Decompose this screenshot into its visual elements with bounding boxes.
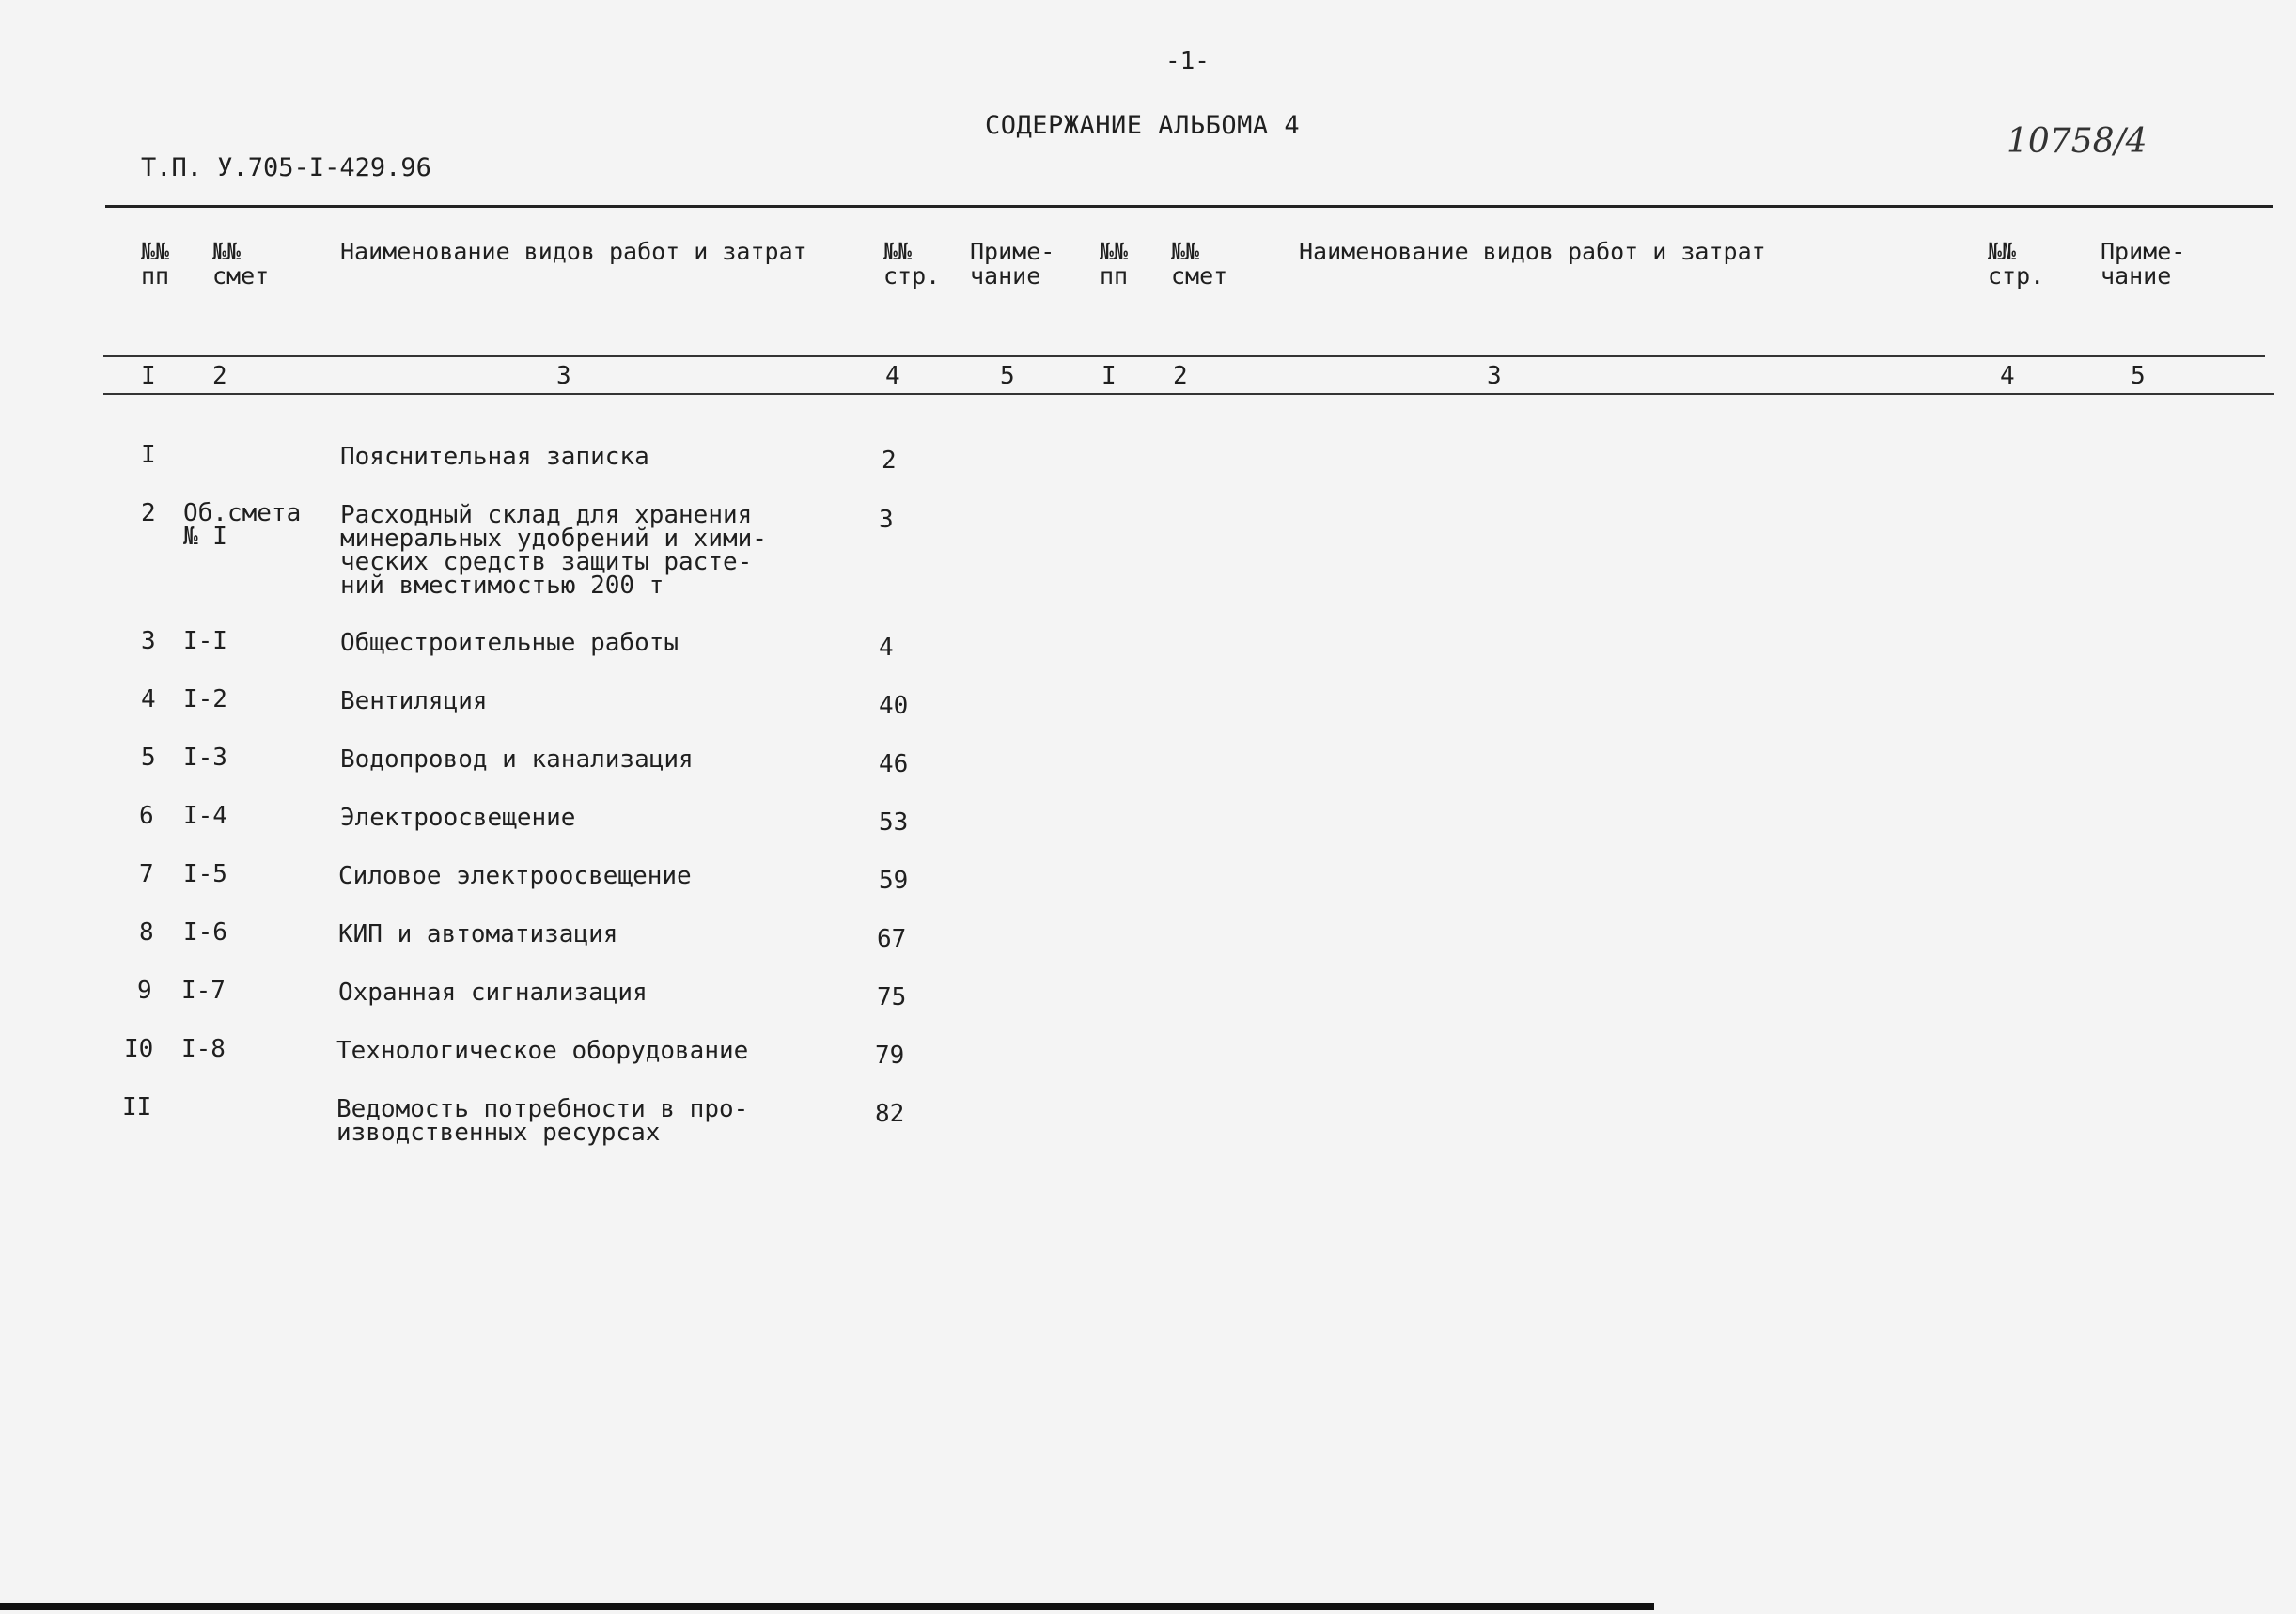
row-number: 7 bbox=[139, 860, 154, 888]
header-num-smet-right: №№ смет bbox=[1171, 238, 1228, 290]
row-page: 59 bbox=[879, 867, 909, 895]
album-title: СОДЕРЖАНИЕ АЛЬБОМА 4 bbox=[985, 111, 1301, 140]
row-name: Технологическое оборудование bbox=[336, 1037, 749, 1065]
row-number: 8 bbox=[139, 918, 154, 947]
row-page: 79 bbox=[875, 1042, 905, 1070]
row-name: Ведомость потребности в про- изводственных ресурсах bbox=[336, 1095, 749, 1147]
row-number: 5 bbox=[141, 744, 156, 772]
row-estimate: I-I bbox=[183, 627, 227, 655]
row-estimate: I-4 bbox=[183, 802, 227, 830]
page-number: -1- bbox=[1165, 47, 1210, 75]
column-numbers-top-rule bbox=[103, 355, 2265, 357]
row-number: 4 bbox=[141, 685, 156, 713]
header-num-smet-left: №№ смет bbox=[212, 238, 270, 290]
row-page: 75 bbox=[877, 983, 907, 1011]
row-page: 46 bbox=[879, 750, 909, 778]
row-number: 6 bbox=[139, 802, 154, 830]
handwritten-inventory-number: 10758/4 bbox=[2007, 122, 2148, 161]
row-name: Расходный склад для хранения минеральных удобрений и хими- ческих средств защиты расте- ний вместимостью 200 т bbox=[340, 501, 767, 600]
row-estimate: I-5 bbox=[183, 860, 227, 888]
row-name: Водопровод и канализация bbox=[340, 745, 694, 774]
row-name: Силовое электроосвещение bbox=[338, 862, 692, 890]
row-name: Пояснительная записка bbox=[340, 443, 649, 471]
row-number: I0 bbox=[124, 1035, 154, 1063]
colnum-right-2: 2 bbox=[1173, 362, 1188, 390]
header-note-right: Приме- чание bbox=[2101, 238, 2186, 290]
scan-edge-bar bbox=[0, 1603, 1654, 1610]
row-name: Вентиляция bbox=[340, 687, 488, 715]
row-number: 9 bbox=[137, 977, 152, 1005]
row-number: 3 bbox=[141, 627, 156, 655]
header-num-str-left: №№ стр. bbox=[883, 238, 941, 290]
row-page: 2 bbox=[882, 447, 897, 475]
row-estimate: I-8 bbox=[181, 1035, 226, 1063]
document-code: Т.П. У.705-I-429.96 bbox=[141, 153, 431, 182]
row-page: 4 bbox=[879, 634, 894, 662]
row-estimate: I-6 bbox=[183, 918, 227, 947]
row-page: 3 bbox=[879, 506, 894, 534]
colnum-left-2: 2 bbox=[212, 362, 227, 390]
header-num-pp-left: №№ пп bbox=[141, 238, 170, 290]
row-number: II bbox=[122, 1093, 152, 1121]
row-name: Охранная сигнализация bbox=[338, 979, 648, 1007]
table-top-rule bbox=[105, 205, 2273, 208]
column-numbers-bottom-rule bbox=[103, 393, 2274, 395]
row-name: Электроосвещение bbox=[340, 804, 576, 832]
row-page: 67 bbox=[877, 925, 907, 953]
colnum-left-3: 3 bbox=[556, 362, 571, 390]
colnum-left-5: 5 bbox=[1000, 362, 1015, 390]
colnum-right-1: I bbox=[1101, 362, 1117, 390]
colnum-right-3: 3 bbox=[1487, 362, 1502, 390]
colnum-right-5: 5 bbox=[2131, 362, 2146, 390]
row-estimate: Об.смета № I bbox=[183, 499, 302, 551]
header-num-str-right: №№ стр. bbox=[1988, 238, 2045, 290]
row-estimate: I-3 bbox=[183, 744, 227, 772]
colnum-right-4: 4 bbox=[2000, 362, 2015, 390]
colnum-left-1: I bbox=[141, 362, 156, 390]
header-num-pp-right: №№ пп bbox=[1100, 238, 1129, 290]
colnum-left-4: 4 bbox=[885, 362, 900, 390]
header-name-left: Наименование видов работ и затрат bbox=[340, 238, 807, 265]
row-name: КИП и автоматизация bbox=[338, 920, 618, 948]
row-page: 40 bbox=[879, 692, 909, 720]
row-estimate: I-7 bbox=[181, 977, 226, 1005]
row-page: 53 bbox=[879, 808, 909, 837]
row-page: 82 bbox=[875, 1100, 905, 1128]
row-estimate: I-2 bbox=[183, 685, 227, 713]
row-name: Общестроительные работы bbox=[340, 629, 679, 657]
header-note-left: Приме- чание bbox=[970, 238, 1055, 290]
header-name-right: Наименование видов работ и затрат bbox=[1299, 238, 1766, 265]
row-number: I bbox=[141, 441, 156, 469]
row-number: 2 bbox=[141, 499, 156, 527]
